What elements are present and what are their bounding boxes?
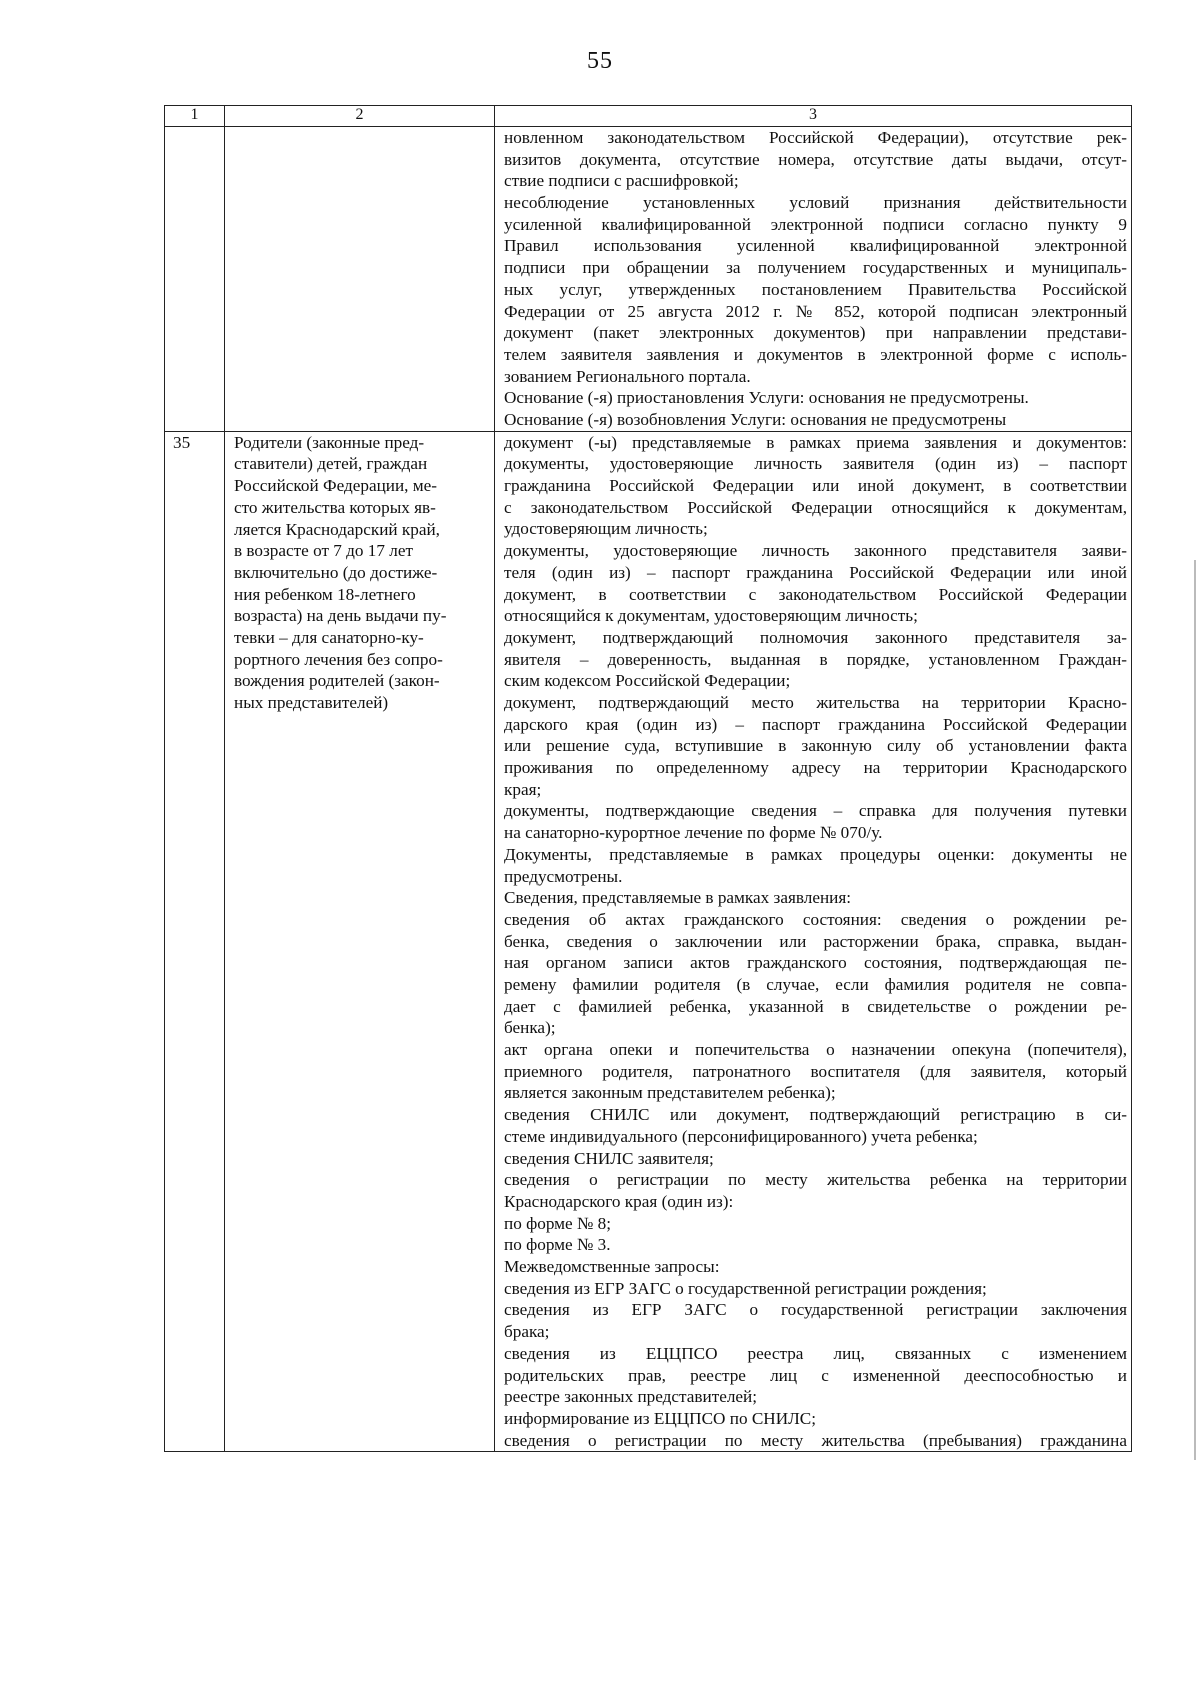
text-line: документ, в соответствии с законодательством Российской Федерации (504, 584, 1127, 604)
text-line: новленном законодательством Российской Федерации), отсутствие рек- (504, 128, 1127, 147)
text-line: с законодательством Российской Федерации относящийся к документам, (504, 497, 1127, 517)
text-line: сведения СНИЛС или документ, подтверждающий регистрацию в си- (504, 1105, 1127, 1125)
text-line: ремену фамилии родителя (в случае, если фамилия родителя не совпа- (504, 974, 1127, 994)
text-line: реестре законных представителей; (504, 1387, 758, 1407)
text-line: ствие подписи с расшифровкой; (504, 171, 739, 191)
text-line: ставители) детей, граждан (234, 454, 428, 474)
text-line: Основание (-я) возобновления Услуги: основания не предусмотрены (504, 409, 1007, 429)
text-line: ляется Краснодарский край, (234, 519, 440, 539)
text-line: возраста) на день выдачи пу- (234, 606, 447, 626)
text-line: сведения о регистрации по месту жительства (пребывания) гражданина (504, 1430, 1127, 1450)
text-line: сведения из ЕЦЦПСО реестра лиц, связанных с изменением (504, 1343, 1127, 1363)
text-line: акт органа опеки и попечительства о назначении опекуна (попечителя), (504, 1040, 1127, 1060)
text-line: Документы, представляемые в рамках процедуры оценки: документы не (504, 844, 1127, 864)
text-line: сведения об актах гражданского состояния: сведения о рождении ре- (504, 909, 1127, 929)
text-line: относящийся к документам, удостоверяющим личность; (504, 606, 918, 626)
text-line: включительно (до достиже- (234, 562, 438, 582)
text-line: подписи при обращении за получением государственных и муниципаль- (504, 258, 1127, 278)
text-line: несоблюдение установленных условий признания действительности (504, 193, 1127, 213)
text-line: дает с фамилией ребенка, указанной в свидетельстве о рождении ре- (504, 996, 1127, 1016)
text-line: в возрасте от 7 до 17 лет (234, 541, 413, 561)
text-line: брака; (504, 1322, 550, 1342)
text-line: теля (один из) – паспорт гражданина Российской Федерации или иной (504, 562, 1127, 582)
text-line: удостоверяющим личность; (504, 519, 708, 539)
text-line: Российской Федерации, ме- (234, 476, 437, 496)
text-line: на санаторно-курортное лечение по форме № 070/у. (504, 823, 883, 843)
text-line: сведения из ЕГР ЗАГС о государственной регистрации заключения (504, 1300, 1127, 1320)
text-line: Межведомственные запросы: (504, 1257, 720, 1277)
text-line: бенка); (504, 1018, 556, 1038)
table-header-row (165, 106, 1132, 127)
text-line: информирование из ЕЦЦПСО по СНИЛС; (504, 1408, 817, 1428)
text-line: является законным представителем ребенка); (504, 1083, 836, 1103)
text-line: зованием Регионального портала. (504, 366, 751, 386)
header-col-1: 1 (165, 106, 225, 127)
text-line: ния ребенком 18-летнего (234, 584, 416, 604)
text-line: сведения из ЕГР ЗАГС о государственной регистрации рождения; (504, 1278, 987, 1298)
page-number: 55 (587, 48, 613, 74)
text-line: сведения СНИЛС заявителя; (504, 1148, 714, 1168)
text-line: сто жительства которых яв- (234, 497, 436, 517)
text-line: документ (пакет электронных документов) при направлении представи- (504, 323, 1127, 343)
text-line: или решение суда, вступившие в законную силу об установлении факта (504, 736, 1127, 756)
text-line: приемного родителя, патронатного воспитателя (для заявителя, который (504, 1061, 1127, 1081)
text-line: дарского края (один из) – паспорт гражданина Российской Федерации (504, 714, 1127, 734)
text-line: документ (-ы) представляемые в рамках приема заявления и документов: (504, 432, 1127, 452)
table-row-35 (165, 431, 1132, 1452)
text-line: ных услуг, утвержденных постановлением Правительства Российской (504, 279, 1127, 299)
text-line: по форме № 3. (504, 1235, 611, 1255)
row-continued-details (495, 127, 1132, 432)
text-line: рортного лечения без сопро- (234, 649, 443, 669)
text-line: документы, подтверждающие сведения – справка для получения путевки (504, 801, 1127, 821)
text-line: вождения родителей (закон- (234, 671, 440, 691)
text-line: тевки – для санаторно-ку- (234, 628, 424, 648)
document-table (164, 105, 1132, 1452)
text-line: проживания по определенному адресу на территории Краснодарского (504, 758, 1127, 778)
text-line: документ, подтверждающий место жительства на территории Красно- (504, 692, 1127, 712)
text-line: сведения о регистрации по месту жительства ребенка на территории (504, 1170, 1127, 1190)
text-line: Основание (-я) приостановления Услуги: основания не предусмотрены. (504, 388, 1029, 408)
row-continued-number (165, 127, 225, 432)
text-line: явителя – доверенность, выданная в порядке, установленном Граждан- (504, 649, 1127, 669)
required-documents (495, 431, 1132, 1452)
text-line: края; (504, 779, 542, 799)
text-line: стеме индивидуального (персонифицированного) учета ребенка; (504, 1126, 978, 1146)
scan-edge-mark (1194, 560, 1196, 1460)
text-line: Родители (законные пред- (234, 432, 425, 452)
table-row-continued (165, 127, 1132, 432)
text-line: Федерации от 25 августа 2012 г. № 852, которой подписан электронный (504, 301, 1127, 321)
text-line: визитов документа, отсутствие номера, отсутствие даты выдачи, отсут- (504, 149, 1127, 169)
text-line: ная органом записи актов гражданского состояния, подтверждающая пе- (504, 953, 1127, 973)
recipient-category (225, 431, 495, 1452)
text-line: ных представителей) (234, 693, 389, 713)
text-line: Правил использования усиленной квалифицированной электронной (504, 236, 1127, 256)
row-continued-category (225, 127, 495, 432)
text-line: по форме № 8; (504, 1213, 612, 1233)
text-line: предусмотрены. (504, 866, 623, 886)
text-line: усиленной квалифицированной электронной подписи согласно пункту 9 (504, 214, 1127, 234)
text-line: ским кодексом Российской Федерации; (504, 671, 791, 691)
text-line: документы, удостоверяющие личность законного представителя заяви- (504, 541, 1127, 561)
row-number: 35 (165, 431, 225, 1452)
header-col-2: 2 (225, 106, 495, 127)
text-line: родительских прав, реестре лиц с измененной дееспособностью и (504, 1365, 1127, 1385)
text-line: Краснодарского края (один из): (504, 1191, 734, 1211)
text-line: бенка, сведения о заключении или расторжении брака, справка, выдан- (504, 931, 1127, 951)
header-col-3: 3 (495, 106, 1132, 127)
text-line: документы, удостоверяющие личность заявителя (один из) – паспорт (504, 454, 1127, 474)
text-line: телем заявителя заявления и документов в электронной форме с исполь- (504, 344, 1127, 364)
text-line: гражданина Российской Федерации или иной документ, в соответствии (504, 476, 1127, 496)
text-line: Сведения, представляемые в рамках заявления: (504, 888, 852, 908)
text-line: документ, подтверждающий полномочия законного представителя за- (504, 627, 1127, 647)
